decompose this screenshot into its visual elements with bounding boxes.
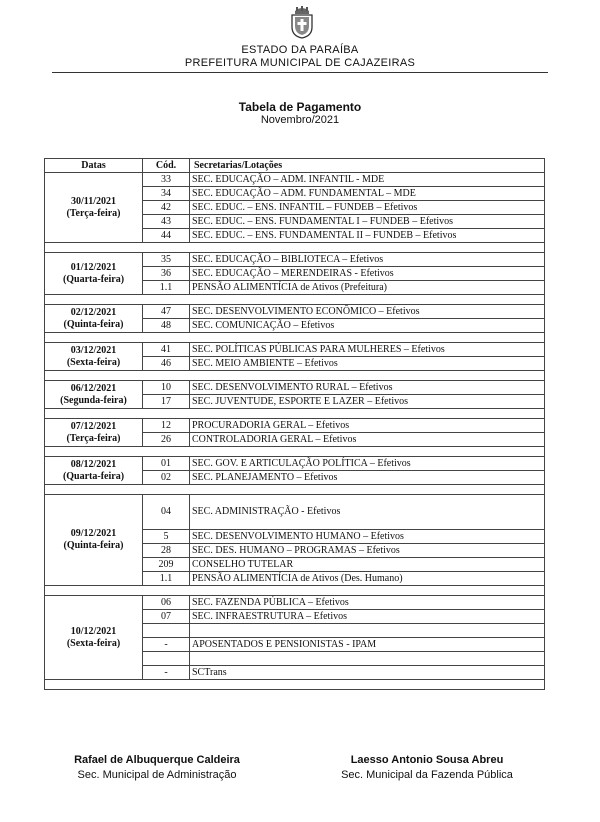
code-cell: 1.1	[143, 572, 190, 586]
table-row	[45, 596, 545, 610]
department-cell: SEC. DES. HUMANO – PROGRAMAS – Efetivos	[190, 544, 545, 558]
signature-block-administration	[52, 754, 262, 781]
department-cell: SEC. JUVENTUDE, ESPORTE E LAZER – Efetivos	[190, 395, 545, 409]
code-cell: 46	[143, 357, 190, 371]
table-row	[45, 495, 545, 530]
department-cell: PROCURADORIA GERAL – Efetivos	[190, 419, 545, 433]
department-cell	[190, 652, 545, 666]
department-cell: PENSÃO ALIMENTÍCIA de Ativos (Prefeitura)	[190, 281, 545, 295]
department-cell: SEC. DESENVOLVIMENTO ECONÔMICO – Efetivos	[190, 305, 545, 319]
payment-weekday: (Quinta-feira)	[63, 318, 124, 330]
signature-name: Laesso Antonio Sousa Abreu	[350, 754, 504, 766]
payment-weekday: (Terça-feira)	[66, 207, 121, 219]
payment-date: 10/12/2021	[70, 625, 117, 637]
department-cell: SEC. EDUC. – ENS. INFANTIL – FUNDEB – Efetivos	[190, 201, 545, 215]
table-row	[45, 343, 545, 357]
table-row	[45, 457, 545, 471]
date-cell	[45, 419, 143, 447]
department-cell: SEC. FAZENDA PÚBLICA – Efetivos	[190, 596, 545, 610]
payment-date: 09/12/2021	[70, 528, 117, 539]
code-cell: 12	[143, 419, 190, 433]
code-cell	[143, 624, 190, 638]
code-cell: 06	[143, 596, 190, 610]
table-header-row	[45, 159, 545, 173]
code-cell: 44	[143, 229, 190, 243]
department-cell: SEC. PLANEJAMENTO – Efetivos	[190, 471, 545, 485]
header-departments: Secretarias/Lotações	[190, 159, 545, 173]
spacer-cell	[45, 295, 545, 305]
payment-date: 01/12/2021	[70, 261, 117, 273]
payment-date: 03/12/2021	[70, 344, 117, 356]
department-cell: SEC. EDUC. – ENS. FUNDAMENTAL II – FUNDEB – Efetivos	[190, 229, 545, 243]
header-code: Cód.	[143, 159, 190, 173]
spacer-row	[45, 295, 545, 305]
spacer-cell	[45, 447, 545, 457]
spacer-row	[45, 333, 545, 343]
date-cell	[45, 173, 143, 243]
department-cell: SCTrans	[190, 666, 545, 680]
date-cell	[45, 343, 143, 371]
prefecture-name: PREFEITURA MUNICIPAL DE CAJAZEIRAS	[184, 57, 416, 69]
spacer-cell	[45, 243, 545, 253]
spacer-row	[45, 371, 545, 381]
code-cell: 1.1	[143, 281, 190, 295]
payment-date: 02/12/2021	[70, 306, 117, 318]
code-cell: 5	[143, 530, 190, 544]
date-cell	[45, 381, 143, 409]
signature-name: Rafael de Albuquerque Caldeira	[74, 754, 240, 766]
department-cell: SEC. EDUCAÇÃO – ADM. FUNDAMENTAL – MDE	[190, 187, 545, 201]
department-cell: SEC. DESENVOLVIMENTO HUMANO – Efetivos	[190, 530, 545, 544]
payment-weekday: (Sexta-feira)	[66, 356, 121, 368]
payment-weekday: (Quarta-feira)	[62, 273, 125, 285]
code-cell: -	[143, 666, 190, 680]
code-cell: 07	[143, 610, 190, 624]
code-cell: 36	[143, 267, 190, 281]
department-cell: PENSÃO ALIMENTÍCIA de Ativos (Des. Humano)	[190, 572, 545, 586]
code-cell: 33	[143, 173, 190, 187]
spacer-cell	[45, 586, 545, 596]
spacer-row	[45, 243, 545, 253]
payment-weekday: (Sexta-feira)	[66, 637, 121, 649]
payment-date: 06/12/2021	[70, 382, 117, 394]
state-name: ESTADO DA PARAÍBA	[241, 44, 359, 56]
code-cell: 04	[143, 495, 190, 530]
code-cell: 34	[143, 187, 190, 201]
payment-date: 07/12/2021	[70, 420, 117, 432]
municipal-crest-icon	[289, 5, 315, 39]
signature-block-finance	[322, 754, 532, 781]
spacer-cell	[45, 333, 545, 343]
spacer-cell	[45, 409, 545, 419]
spacer-cell	[45, 680, 545, 690]
spacer-row	[45, 586, 545, 596]
page-subtitle: Novembro/2021	[260, 114, 340, 126]
code-cell: -	[143, 638, 190, 652]
date-cell	[45, 596, 143, 680]
department-cell: SEC. GOV. E ARTICULAÇÃO POLÍTICA – Efetivos	[190, 457, 545, 471]
code-cell: 01	[143, 457, 190, 471]
department-cell: CONTROLADORIA GERAL – Efetivos	[190, 433, 545, 447]
department-cell: SEC. COMUNICAÇÃO – Efetivos	[190, 319, 545, 333]
code-cell: 10	[143, 381, 190, 395]
department-cell: SEC. INFRAESTRUTURA – Efetivos	[190, 610, 545, 624]
code-cell: 26	[143, 433, 190, 447]
payment-date: 08/12/2021	[70, 458, 117, 470]
department-cell: SEC. DESENVOLVIMENTO RURAL – Efetivos	[190, 381, 545, 395]
table-row	[45, 173, 545, 187]
header-dates: Datas	[45, 159, 143, 173]
spacer-cell	[45, 371, 545, 381]
date-cell	[45, 253, 143, 295]
table-row	[45, 381, 545, 395]
spacer-row	[45, 447, 545, 457]
code-cell: 209	[143, 558, 190, 572]
date-cell	[45, 457, 143, 485]
date-cell	[45, 495, 143, 586]
code-cell: 43	[143, 215, 190, 229]
payment-weekday: (Segunda-feira)	[60, 394, 127, 406]
department-cell: SEC. ADMINISTRAÇÃO - Efetivos	[190, 495, 545, 530]
spacer-row	[45, 680, 545, 690]
payment-weekday: (Quarta-feira)	[62, 470, 125, 482]
code-cell: 41	[143, 343, 190, 357]
table-row	[45, 253, 545, 267]
department-cell: SEC. EDUC. – ENS. FUNDAMENTAL I – FUNDEB – Efetivos	[190, 215, 545, 229]
spacer-row	[45, 409, 545, 419]
spacer-cell	[45, 485, 545, 495]
department-cell	[190, 624, 545, 638]
code-cell: 47	[143, 305, 190, 319]
department-cell: APOSENTADOS E PENSIONISTAS - IPAM	[190, 638, 545, 652]
code-cell: 28	[143, 544, 190, 558]
department-cell: CONSELHO TUTELAR	[190, 558, 545, 572]
code-cell: 17	[143, 395, 190, 409]
department-cell: SEC. POLÍTICAS PÚBLICAS PARA MULHERES – Efetivos	[190, 343, 545, 357]
spacer-row	[45, 485, 545, 495]
header-divider	[52, 72, 548, 73]
department-cell: SEC. EDUCAÇÃO – BIBLIOTECA – Efetivos	[190, 253, 545, 267]
code-cell	[143, 652, 190, 666]
table-row	[45, 305, 545, 319]
signature-role: Sec. Municipal da Fazenda Pública	[341, 769, 513, 781]
payment-table	[44, 158, 545, 690]
department-cell: SEC. EDUCAÇÃO – MERENDEIRAS - Efetivos	[190, 267, 545, 281]
signature-role: Sec. Municipal de Administração	[77, 769, 237, 781]
table-row	[45, 419, 545, 433]
department-cell: SEC. EDUCAÇÃO – ADM. INFANTIL - MDE	[190, 173, 545, 187]
date-cell	[45, 305, 143, 333]
page-title: Tabela de Pagamento	[238, 100, 362, 114]
payment-weekday: (Terça-feira)	[66, 432, 121, 444]
code-cell: 02	[143, 471, 190, 485]
code-cell: 35	[143, 253, 190, 267]
code-cell: 48	[143, 319, 190, 333]
department-cell: SEC. MEIO AMBIENTE – Efetivos	[190, 357, 545, 371]
payment-weekday: (Quinta-feira)	[63, 540, 124, 551]
code-cell: 42	[143, 201, 190, 215]
payment-date: 30/11/2021	[70, 195, 116, 207]
